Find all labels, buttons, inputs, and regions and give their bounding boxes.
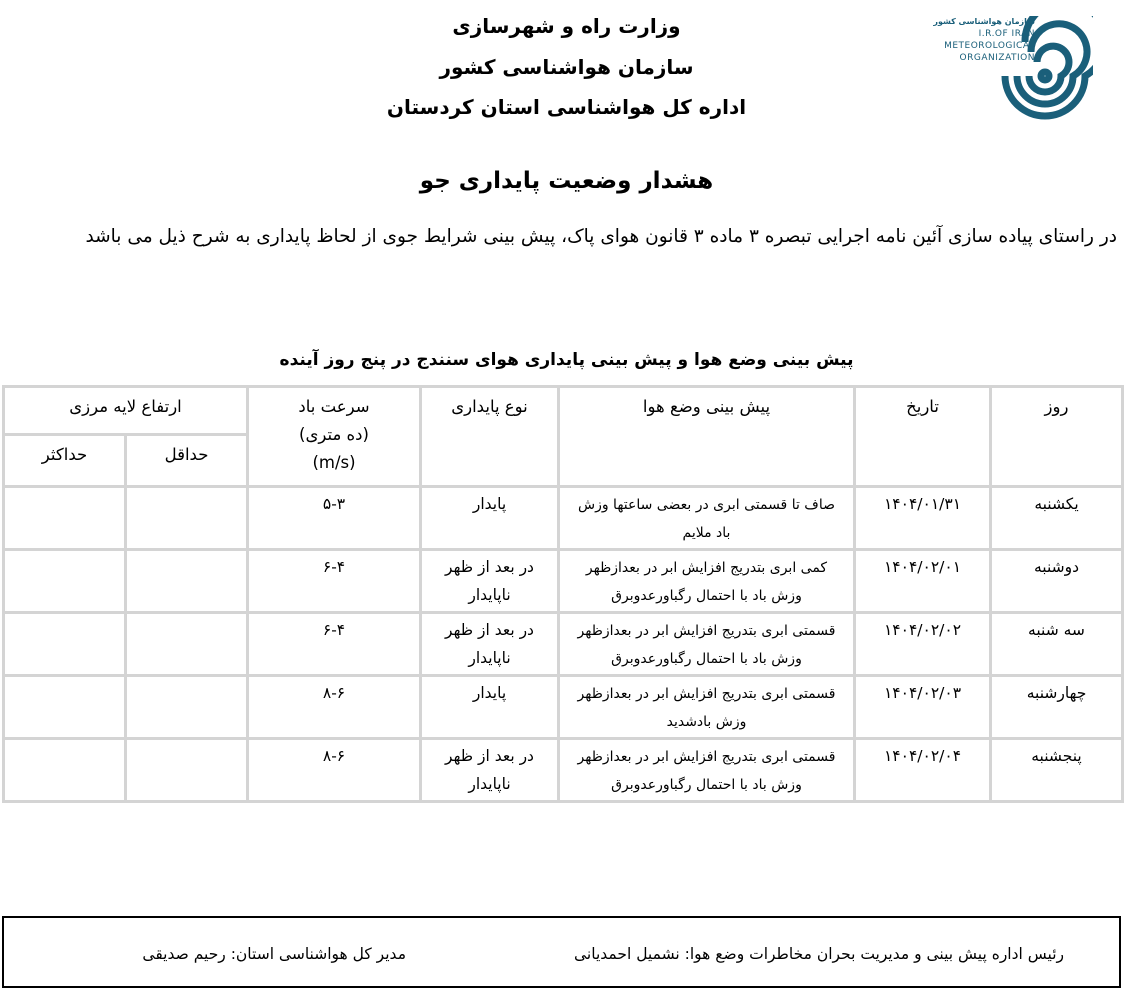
weather-line-1: صاف تا قسمتی ابری در بعضی ساعتها وزش xyxy=(578,497,835,513)
header-date: تاریخ xyxy=(855,387,991,487)
header-weather: پیش بینی وضع هوا xyxy=(559,387,855,487)
stability-cell xyxy=(421,676,559,739)
weather-line-1: قسمتی ابری بتدریج افزایش ابر در بعدازظهر xyxy=(577,686,836,702)
organization-name: سازمان هواشناسی کشور xyxy=(439,55,694,79)
ministry-name: وزارت راه و شهرسازی xyxy=(452,14,681,38)
min-cell xyxy=(126,739,248,802)
weather-cell xyxy=(559,613,855,676)
table-row xyxy=(4,613,1123,676)
weather-cell xyxy=(559,739,855,802)
forecast-table xyxy=(2,385,1124,803)
meteorological-organization-logo xyxy=(925,12,1095,132)
stability-line-1: در بعد از ظهر xyxy=(445,558,534,576)
stability-line-1: پایدار xyxy=(472,684,507,702)
weather-line-1: قسمتی ابری بتدریج افزایش ابر در بعدازظهر xyxy=(577,623,836,639)
day-cell: چهارشنبه xyxy=(991,676,1123,739)
weather-line-1: قسمتی ابری بتدریج افزایش ابر در بعدازظهر xyxy=(577,749,836,765)
day-cell: پنجشنبه xyxy=(991,739,1123,802)
weather-line-2: باد ملایم xyxy=(682,525,731,541)
stability-cell xyxy=(421,550,559,613)
date-cell: ۱۴۰۴/۰۲/۰۳ xyxy=(855,676,991,739)
max-cell xyxy=(4,487,126,550)
max-cell xyxy=(4,739,126,802)
table-row xyxy=(4,676,1123,739)
logo-line-1: I.R.OF IRAN xyxy=(978,29,1035,39)
stability-line-2: ناپایدار xyxy=(468,649,511,667)
header-stability: نوع پایداری xyxy=(421,387,559,487)
header-min: حداقل xyxy=(126,435,248,487)
min-cell xyxy=(126,487,248,550)
day-cell: سه شنبه xyxy=(991,613,1123,676)
max-cell xyxy=(4,550,126,613)
header-max: حداکثر xyxy=(4,435,126,487)
min-cell xyxy=(126,550,248,613)
date-cell: ۱۴۰۴/۰۲/۰۲ xyxy=(855,613,991,676)
weather-line-2: وزش باد با احتمال رگباورعدوبرق xyxy=(611,588,802,604)
intro-paragraph: در راستای پیاده سازی آئین نامه اجرایی تبصره ۳ ماده ۳ قانون هوای پاک، پیش بینی شرایط جوی از لحاظ پایداری به شرح ذیل می باشد xyxy=(85,226,1117,247)
stability-line-2: ناپایدار xyxy=(468,775,511,793)
wind-cell: ۵-۳ xyxy=(248,487,421,550)
stability-line-1: در بعد از ظهر xyxy=(445,621,534,639)
logo-persian-text: سازمان هواشناسی کشور xyxy=(933,17,1035,26)
min-cell xyxy=(126,613,248,676)
table-row xyxy=(4,487,1123,550)
stability-line-1: پایدار xyxy=(472,495,507,513)
day-cell: یکشنبه xyxy=(991,487,1123,550)
table-caption: پیش بینی وضع هوا و پیش بینی پایداری هوای سنندج در پنج روز آینده xyxy=(279,350,854,370)
header-boundary-layer: ارتفاع لایه مرزی xyxy=(4,387,248,435)
date-cell: ۱۴۰۴/۰۱/۳۱ xyxy=(855,487,991,550)
weather-cell xyxy=(559,676,855,739)
table-row xyxy=(4,739,1123,802)
department-name: اداره کل هواشناسی استان کردستان xyxy=(386,95,747,119)
header-wind-line-1: سرعت باد xyxy=(298,397,370,416)
signature-box xyxy=(2,916,1121,988)
date-cell: ۱۴۰۴/۰۲/۰۱ xyxy=(855,550,991,613)
weather-line-2: وزش بادشدید xyxy=(666,714,747,730)
header-wind-speed xyxy=(248,387,421,487)
wind-cell: ۶-۴ xyxy=(248,613,421,676)
max-cell xyxy=(4,613,126,676)
date-cell: ۱۴۰۴/۰۲/۰۴ xyxy=(855,739,991,802)
table-row xyxy=(4,550,1123,613)
weather-line-2: وزش باد با احتمال رگباورعدوبرق xyxy=(611,777,802,793)
header-day: روز xyxy=(991,387,1123,487)
logo-line-3: ORGANIZATION xyxy=(959,53,1035,63)
min-cell xyxy=(126,676,248,739)
header-wind-line-3: (m/s) xyxy=(312,453,356,472)
wind-cell: ۸-۶ xyxy=(248,739,421,802)
spiral-logo-icon xyxy=(997,16,1093,130)
director-signature: مدیر کل هواشناسی استان: رحیم صدیقی xyxy=(142,945,406,963)
weather-cell xyxy=(559,487,855,550)
page-title: هشدار وضعیت پایداری جو xyxy=(419,168,714,194)
stability-line-1: در بعد از ظهر xyxy=(445,747,534,765)
stability-cell xyxy=(421,613,559,676)
logo-line-2: METEOROLOGICAL xyxy=(944,41,1035,51)
stability-line-2: ناپایدار xyxy=(468,586,511,604)
max-cell xyxy=(4,676,126,739)
header-wind-line-2: (ده متری) xyxy=(299,425,369,444)
stability-cell xyxy=(421,487,559,550)
wind-cell: ۶-۴ xyxy=(248,550,421,613)
weather-line-1: کمی ابری بتدریج افزایش ابر در بعدازظهر xyxy=(585,560,828,576)
forecast-head-signature: رئیس اداره پیش بینی و مدیریت بحران مخاطرات وضع هوا: نشمیل احمدیانی xyxy=(574,945,1064,963)
weather-line-2: وزش باد با احتمال رگباورعدوبرق xyxy=(611,651,802,667)
day-cell: دوشنبه xyxy=(991,550,1123,613)
weather-cell xyxy=(559,550,855,613)
wind-cell: ۸-۶ xyxy=(248,676,421,739)
stability-cell xyxy=(421,739,559,802)
